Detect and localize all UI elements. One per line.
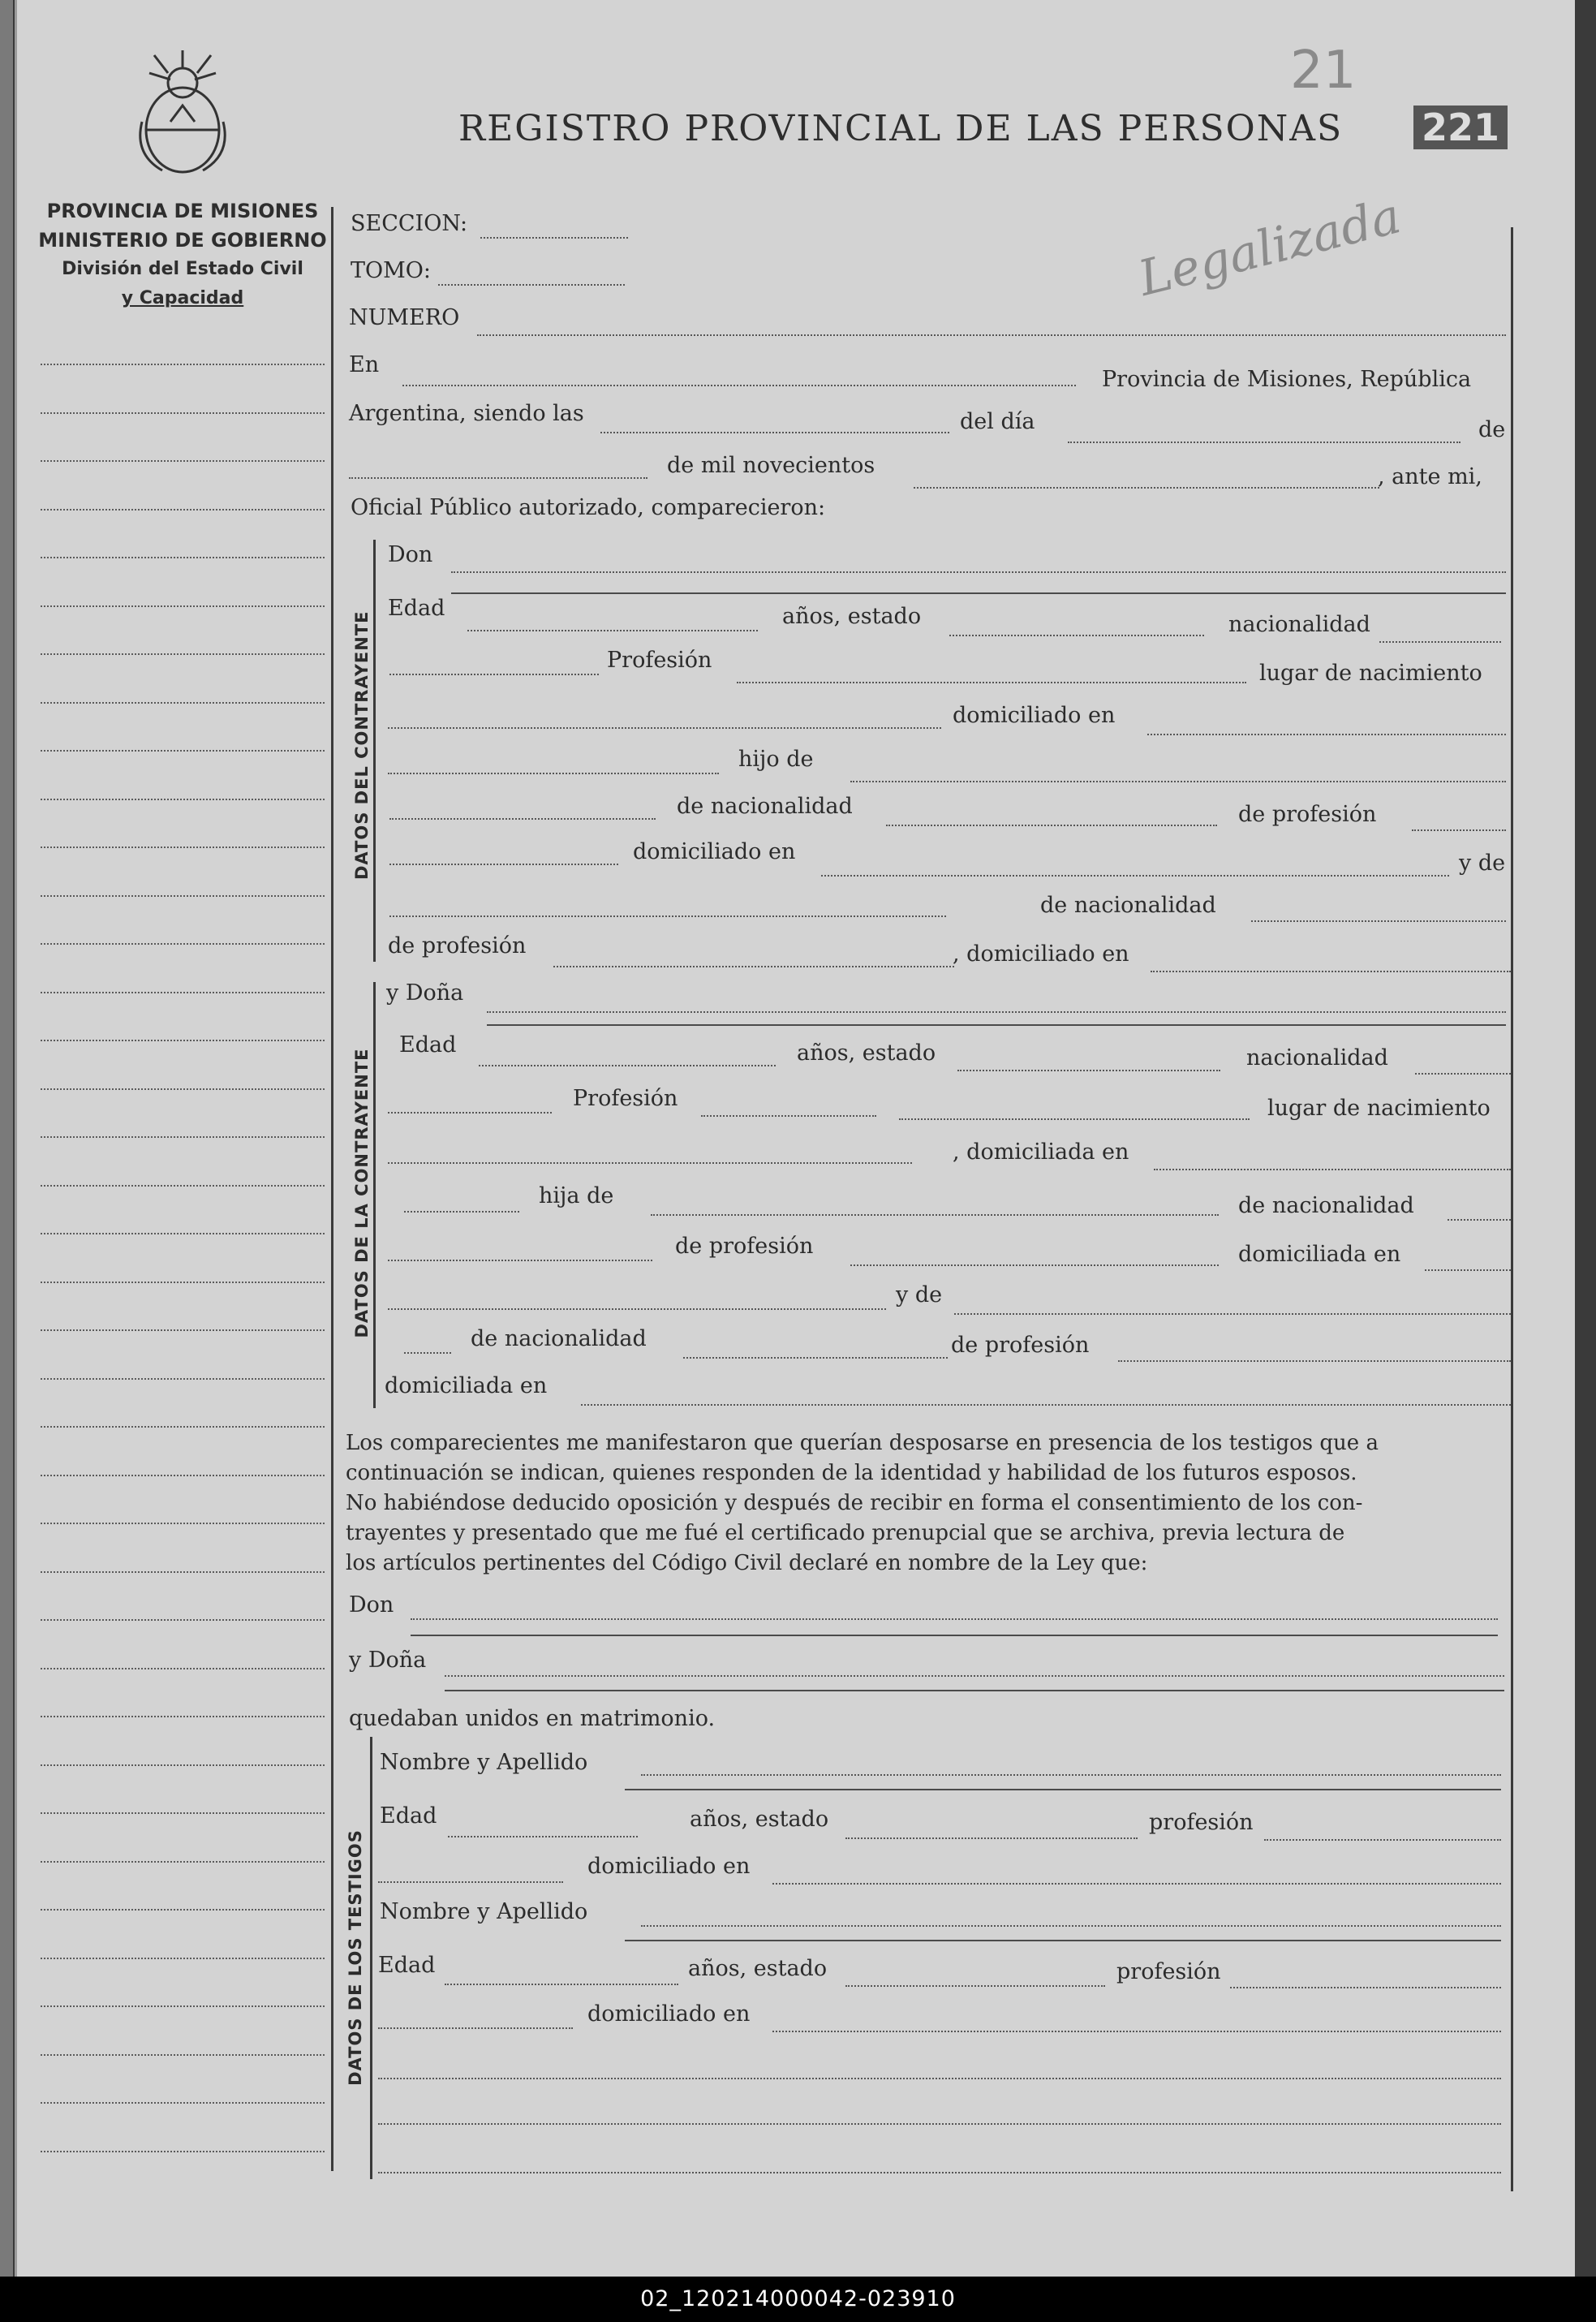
margin-ledger-line [41,1233,325,1234]
argentina-text: Argentina, siendo las [349,401,584,426]
de-nacionalidad-2-label: de nacionalidad [1040,893,1216,918]
agency-province: PROVINCIA DE MISIONES [46,200,319,222]
lugar-nacimiento-label: lugar de nacimiento [1259,661,1482,686]
left-binding-strip [0,0,13,2277]
padre-cont-field[interactable] [389,818,656,820]
padre-f-field[interactable] [651,1214,1219,1216]
agency-capacity: y Capacidad [121,288,244,308]
nacionalidad-f-label: nacionalidad [1246,1045,1388,1071]
declaration-line-1: Los comparecientes me manifestaron que querían desposarse en presencia de los testigos que a [346,1431,1379,1455]
estado-f-field[interactable] [957,1070,1220,1071]
declaration-paragraph [346,1428,1511,1579]
profesion-label: Profesión [607,648,712,673]
domicilio-cont-field[interactable] [388,773,719,774]
edad-label: Edad [388,596,445,621]
domiciliado2-label: domiciliado en [587,2001,751,2027]
lugar-field[interactable] [388,727,941,729]
margin-ledger-line [41,943,325,945]
page-title: REGISTRO PROVINCIAL DE LAS PERSONAS [458,108,1344,149]
numero-label: NUMERO [349,305,460,330]
margin-ledger-line [41,1571,325,1573]
madre-domicilio-field[interactable] [1151,971,1511,972]
padre-f-nacionalidad-field[interactable] [1448,1219,1511,1221]
testigo2-edad-field[interactable] [445,1984,678,1985]
margin-ledger-line [41,799,325,800]
margin-ledger-line [41,1716,325,1717]
profesion-f-field-a[interactable] [701,1115,876,1117]
margin-ledger-line [41,1958,325,1959]
margin-ledger-line [41,2054,325,2056]
edad1-label: Edad [380,1803,437,1829]
domicilio-field[interactable] [1147,734,1506,735]
don-underline [451,592,1506,594]
padre-nacionalidad-field[interactable] [886,825,1217,826]
edad-field[interactable] [467,630,758,631]
footer-id: 02_120214000042-023910 [640,2286,956,2311]
domiciliado-label: domiciliado en [953,703,1116,728]
estado-field[interactable] [949,635,1204,636]
domiciliada-f-label: , domiciliada en [953,1139,1129,1165]
dona-underline [487,1024,1506,1026]
margin-ledger-line [41,1812,325,1814]
margin-ledger-line [41,509,325,510]
margin-ledger-line [41,557,325,558]
profesion-f-pre-field[interactable] [388,1112,552,1114]
profesion-f-label: Profesión [573,1086,678,1111]
margin-ledger-line [41,1040,325,1041]
de-nacionalidad-f-label: de nacionalidad [1238,1193,1414,1218]
del-dia-label: del día [960,409,1035,434]
testigos-divider [370,1737,372,2179]
margin-ledger-line [41,364,325,365]
contrayente-side-label: DATOS DEL CONTRAYENTE [352,610,372,880]
oficial-text: Oficial Público autorizado, comparecieron: [351,495,826,520]
margin-ledger-line [41,1088,325,1090]
testigo2-domicilio-field[interactable] [772,2031,1501,2032]
margin-ledger-line [41,2102,325,2104]
en-label: En [349,352,380,377]
testigo2-prof-cont-field[interactable] [378,2027,573,2029]
domiciliada-en-3-label: domiciliada en [385,1373,548,1398]
coat-of-arms-icon [130,49,235,179]
madre-profesion-field[interactable] [553,966,954,967]
padre-field[interactable] [850,781,1506,782]
declaration-don-label: Don [349,1592,394,1618]
quedaban-text: quedaban unidos en matrimonio. [349,1706,716,1731]
seccion-field[interactable] [480,237,628,239]
anos-estado2-label: años, estado [688,1956,828,1981]
testigos-side-label: DATOS DE LOS TESTIGOS [346,1829,365,2086]
anos-estado1-label: años, estado [690,1807,829,1832]
domiciliado1-label: domiciliado en [587,1854,751,1879]
profesion-field[interactable] [737,682,1246,683]
page-number: 21 [1290,41,1357,101]
margin-ledger-line [41,1523,325,1524]
anos-estado-f-label: años, estado [797,1040,936,1066]
declaration-dona-underline [445,1690,1504,1691]
margin-ledger-line [41,1136,325,1138]
margin-ledger-line [41,1764,325,1766]
extra-line-2[interactable] [378,2123,1501,2125]
domiciliado-en-3-label: , domiciliado en [953,941,1129,967]
lugar-f-field[interactable] [388,1162,912,1164]
declaration-line-3: No habiéndose deducido oposición y después de recibir en forma el consentimiento de los con- [346,1491,1363,1515]
registration-stamp: 221 [1413,106,1508,149]
tomo-field[interactable] [438,284,625,286]
declaration-don-field[interactable] [411,1618,1498,1620]
hija-de-label: hija de [539,1183,614,1208]
declaration-line-4: trayentes y presentado que me fué el certificado prenupcial que se archiva, previa lectura de [346,1521,1345,1545]
domicilio-f-cont-field[interactable] [404,1211,519,1213]
nacionalidad-f-field[interactable] [1415,1073,1511,1075]
madre-f-nacionalidad-field[interactable] [683,1357,948,1359]
don-field[interactable] [451,571,1506,573]
madre-f-field[interactable] [954,1313,1511,1315]
margin-ledger-line [41,1282,325,1283]
seccion-label: SECCION: [351,211,468,236]
margin-ledger-line [41,412,325,414]
de-label: de [1478,417,1506,442]
margin-ledger-line [41,605,325,607]
madre-field[interactable] [389,915,946,917]
y-de-f-label: y de [896,1282,943,1307]
madre-f-profesion-field[interactable] [1118,1360,1511,1362]
testigo1-nombre-underline [625,1789,1501,1790]
testigo2-estado-field[interactable] [845,1985,1105,1987]
profesion2-label: profesión [1116,1959,1221,1984]
de-nacionalidad-label: de nacionalidad [677,794,853,819]
domiciliado-en-2-label: domiciliado en [633,839,796,864]
declaration-dona-label: y Doña [349,1648,427,1673]
hijo-de-label: hijo de [738,747,814,772]
don-label: Don [388,542,433,567]
document-page [15,0,1575,2277]
de-profesion-f2-label: de profesión [951,1333,1090,1358]
declaration-line-2: continuación se indican, quienes responden de la identidad y habilidad de los futuros esposos. [346,1461,1357,1485]
testigo2-profesion-field[interactable] [1230,1987,1501,1988]
agency-block [32,196,333,313]
margin-ledger-line [41,750,325,752]
lugar-nacimiento-f-label: lugar de nacimiento [1267,1096,1491,1121]
margin-ledger-line [41,2151,325,2152]
margin-ledger-line [41,895,325,897]
madre-nacionalidad-field[interactable] [1251,920,1506,922]
padre-f-profesion-field[interactable] [850,1264,1219,1266]
margin-ledger-line [41,1668,325,1669]
tomo-label: TOMO: [351,258,432,283]
margin-ledger-line [41,992,325,993]
agency-ministry: MINISTERIO DE GOBIERNO [38,229,327,252]
margin-ledger-line [41,1185,325,1187]
contrayenta-divider [373,982,376,1408]
en-field[interactable] [402,385,1076,386]
y-dona-label: y Doña [386,980,464,1006]
contrayente-divider [373,540,376,962]
madre-f-cont-field[interactable] [404,1352,451,1354]
edad2-label: Edad [378,1953,436,1978]
provincia-text: Provincia de Misiones, República [1102,367,1472,392]
declaration-dona-field[interactable] [445,1675,1504,1677]
nombre1-label: Nombre y Apellido [380,1750,588,1775]
nacionalidad-field[interactable] [1379,641,1501,643]
domiciliada-en-2-label: domiciliada en [1238,1242,1401,1267]
numero-field[interactable] [477,334,1506,336]
extra-line-1[interactable] [378,2078,1501,2079]
testigo1-profesion-field[interactable] [1264,1839,1501,1841]
padre-f-domicilio-field[interactable] [1425,1269,1511,1271]
padre-domicilio-field[interactable] [821,875,1449,877]
margin-ledger-line [41,460,325,462]
margin-divider [331,207,333,2171]
margin-ledger-line [41,1426,325,1428]
nacionalidad-label: nacionalidad [1228,612,1370,637]
margin-ledger-line [41,702,325,704]
domicilio-f-field[interactable] [1154,1169,1511,1170]
mes-field[interactable] [349,477,647,479]
padre-profesion-field[interactable] [1412,829,1506,831]
margin-ledger-line [41,1329,325,1331]
de-profesion-2-label: de profesión [388,933,527,959]
handwritten-annotation: Legalizada [1133,187,1407,308]
dia-field[interactable] [1068,442,1460,443]
profesion-f-field-b[interactable] [899,1118,1250,1120]
testigo2-nombre-underline [625,1940,1501,1941]
testigo1-prof-cont-field[interactable] [378,1881,563,1883]
ante-mi-label: , ante mi, [1378,464,1482,489]
nombre2-label: Nombre y Apellido [380,1899,588,1924]
testigo1-estado-field[interactable] [845,1837,1138,1839]
profesion-pre-field[interactable] [389,674,599,675]
profesion1-label: profesión [1149,1810,1254,1835]
anio-field[interactable] [914,487,1379,489]
de-nacionalidad-f2-label: de nacionalidad [471,1326,647,1351]
margin-ledger-line [41,2005,325,2007]
margin-ledger-line [41,1475,325,1476]
margin-ledger-line [41,847,325,848]
padre-f-cont-field[interactable] [388,1260,652,1261]
right-border [1511,227,1513,2191]
margin-ledger-line [41,1619,325,1621]
margin-ledger-line [41,653,325,655]
extra-line-3[interactable] [378,2172,1501,2173]
agency-division: División del Estado Civil [62,259,303,279]
madre-f-domicilio-field[interactable] [581,1404,1511,1406]
de-profesion-label: de profesión [1238,802,1377,827]
declaration-line-5: los artículos pertinentes del Código Civil declaré en nombre de la Ley que: [346,1551,1148,1575]
testigo2-nombre-field[interactable] [641,1925,1501,1927]
contrayenta-side-label: DATOS DE LA CONTRAYENTE [352,1048,372,1338]
margin-ledger-line [41,1378,325,1380]
edad-f-label: Edad [399,1032,457,1058]
dona-field[interactable] [487,1011,1506,1013]
de-profesion-f-label: de profesión [675,1234,814,1259]
anos-estado-label: años, estado [782,604,922,629]
y-de-label: y de [1459,851,1506,876]
de-mil-label: de mil novecientos [667,453,875,478]
padre-f-dom-cont-field[interactable] [388,1308,886,1310]
hora-field[interactable] [600,432,949,433]
testigo1-domicilio-field[interactable] [772,1883,1501,1885]
declaration-don-underline [411,1635,1498,1636]
edad-f-field[interactable] [479,1065,776,1066]
margin-ledger-line [41,1909,325,1911]
testigo1-edad-field[interactable] [448,1836,638,1837]
padre-prof-cont-field[interactable] [389,864,618,865]
testigo1-nombre-field[interactable] [641,1774,1501,1776]
margin-ledger-line [41,1861,325,1863]
